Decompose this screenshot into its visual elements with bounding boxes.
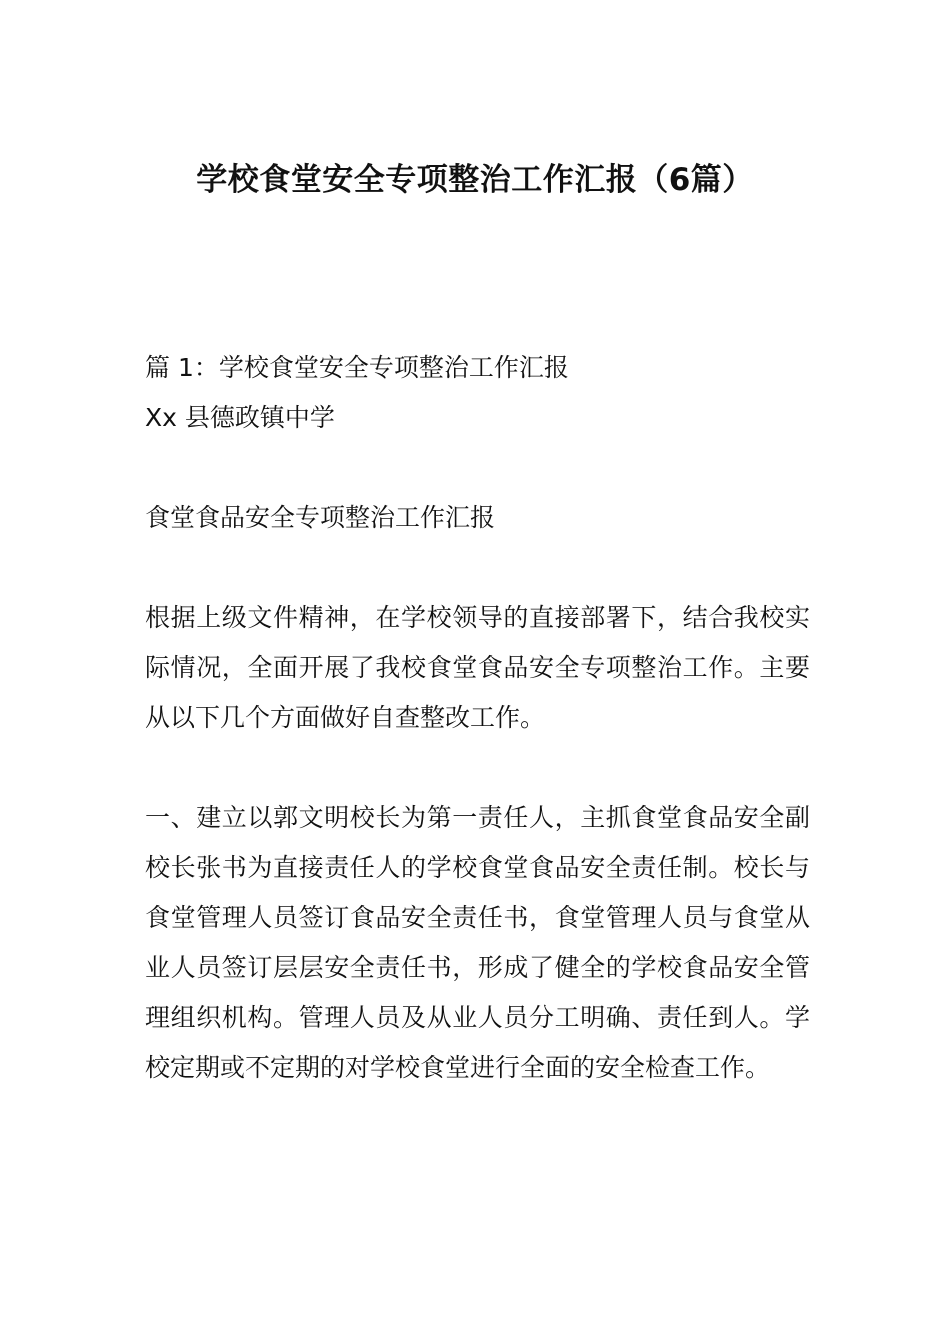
paragraph-intro: 根据上级文件精神，在学校领导的直接部署下，结合我校实际情况，全面开展了我校食堂食品安全专项整治工作。主要从以下几个方面做好自查整改工作。 <box>145 603 810 732</box>
paragraph-section-one: 一、建立以郭文明校长为第一责任人，主抓食堂食品安全副校长张书为直接责任人的学校食堂食品安全责任制。校长与食堂管理人员签订食品安全责任书，食堂管理人员与食堂从业人员签订层层安全责任书，形成了健全的学校食品安全管理组织机构。管理人员及从业人员分工明确、责任到人。学校定期或不定期的对学校食堂进行全面的安全检查工作。 <box>145 803 810 1082</box>
blank-line <box>145 543 810 593</box>
blank-line <box>145 443 810 493</box>
document-title: 学校食堂安全专项整治工作汇报（6篇） <box>196 162 754 198</box>
organization-name: Xx 县德政镇中学 <box>145 403 335 432</box>
section-heading: 篇 1：学校食堂安全专项整治工作汇报 <box>145 353 569 382</box>
document-body <box>145 343 810 1093</box>
blank-line <box>145 743 810 793</box>
report-subtitle: 食堂食品安全专项整治工作汇报 <box>145 503 496 532</box>
